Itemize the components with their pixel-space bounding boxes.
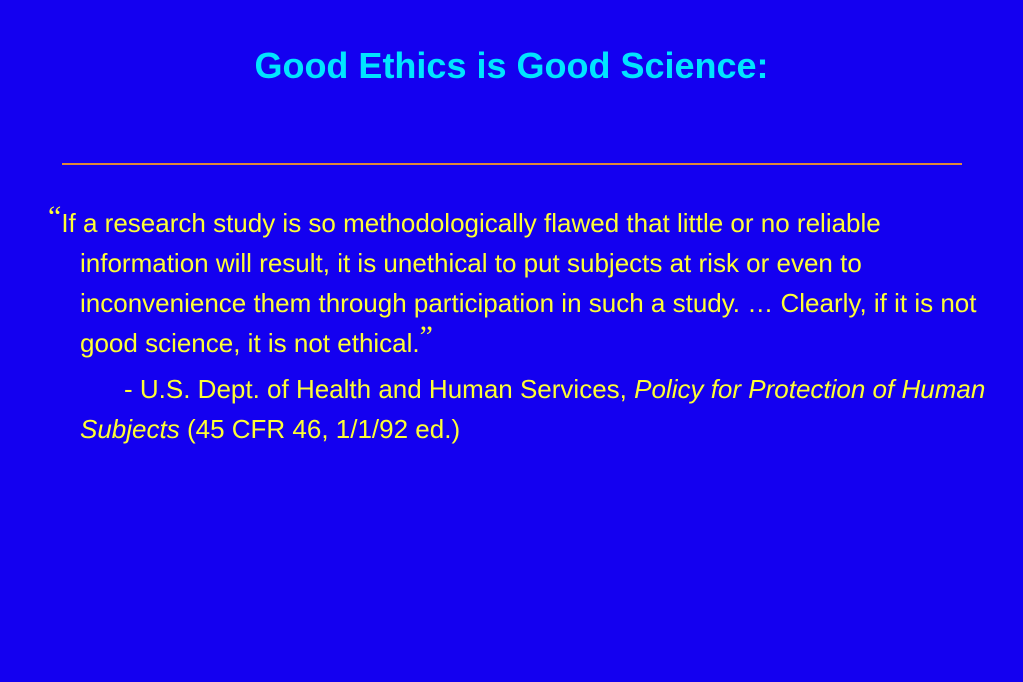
citation-suffix: (45 CFR 46, 1/1/92 ed.)	[179, 414, 461, 444]
quote-block	[48, 200, 988, 449]
open-quote-mark: “	[48, 200, 62, 233]
citation-title: Policy for Protection of Human Subjects	[80, 374, 986, 444]
citation-prefix: - U.S. Dept. of Health and Human Services,	[124, 374, 635, 404]
quote-text	[48, 200, 988, 363]
close-quote-mark: ”	[419, 320, 433, 353]
slide-title: Good Ethics is Good Science:	[254, 45, 769, 86]
title-divider	[62, 163, 962, 165]
citation	[48, 369, 988, 449]
quote-body: If a research study is so methodologically flawed that little or no reliable information will result, it is unethical to put subjects at risk or even to inconvenience them through participation in such a study. … Clearly, if it is not good science, it is not ethical.	[61, 208, 977, 358]
